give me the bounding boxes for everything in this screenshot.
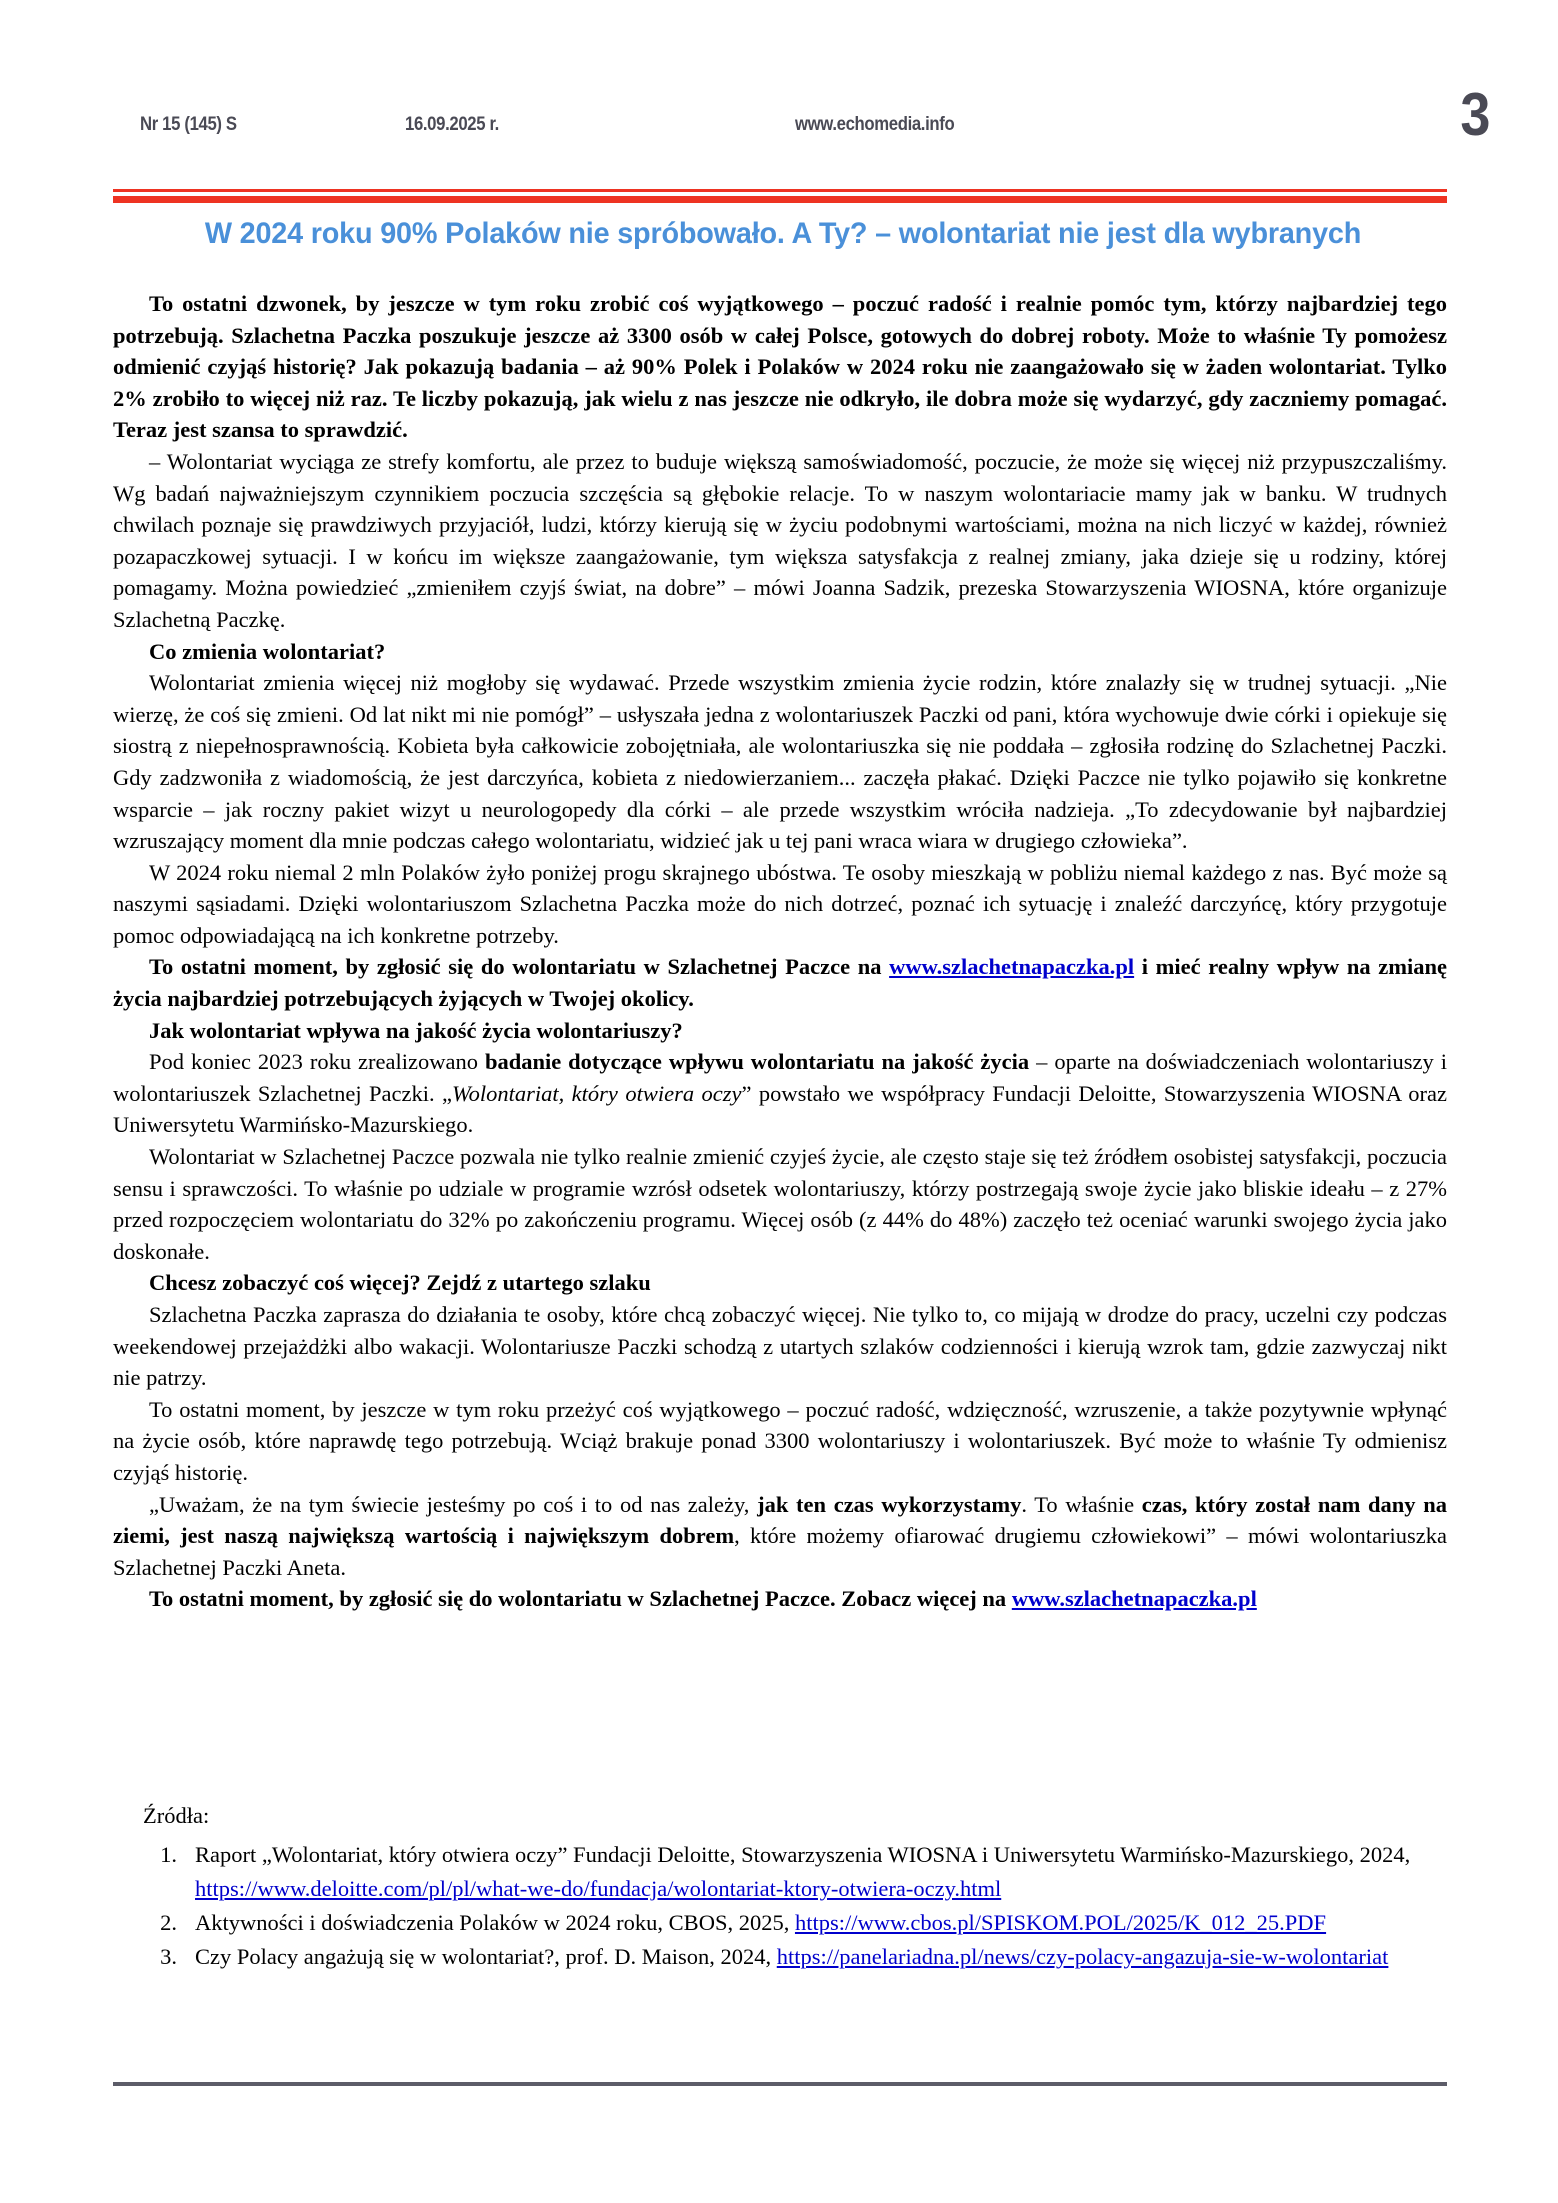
website-url: www.echomedia.info: [795, 114, 955, 135]
source-link[interactable]: https://panelariadna.pl/news/czy-polacy-angazuja-sie-w-wolontariat: [776, 1944, 1389, 1969]
badanie-report-title: Wolontariat, który otwiera oczy: [451, 1080, 742, 1106]
article-body: [113, 288, 1447, 1615]
source-number: 3.: [160, 1944, 177, 1969]
paragraph-co-zmienia: Wolontariat zmienia więcej niż mogłoby się wydawać. Przede wszystkim zmienia życie rodzin, które znalazły się w trudnej sytuacji. „Nie wierzę, że coś się zmieni. Od lat nikt mi nie pomógł” – usłyszała jedna z wolontariuszek Paczki od pani, która wychowuje dwie córki i opiekuje się siostrą z niepełnosprawnością. Kobieta była całkowicie zobojętniała, ale wolontariuszka się nie poddała – zgłosiła rodzinę do Szlachetnej Paczki. Gdy zadzwoniła z wiadomością, że jest darczyńca, kobieta z niedowierzaniem... zaczęła płakać. Dzięki Paczce nie tylko pojawiło się konkretne wsparcie – jak roczny pakiet wizyt u neurologopedy dla córki – ale przede wszystkim wróciła nadzieja. „To zdecydowanie był najbardziej wzruszający moment dla mnie podczas całego wolontariatu, widzieć jak u tej pani wraca wiara w drugiego człowieka”.: [113, 670, 1447, 854]
source-citation: Raport „Wolontariat, który otwiera oczy” Fundacji Deloitte, Stowarzyszenia WIOSNA i Uniwersytetu Warmińsko-Mazurskiego, 2024,: [195, 1842, 1411, 1867]
paragraph-ubostwo: W 2024 roku niemal 2 mln Polaków żyło poniżej progu skrajnego ubóstwa. Te osoby mieszkają w pobliżu niemal każdego z nas. Być może są naszymi sąsiadami. Dzięki wolontariuszom Szlachetna Paczka może do nich dotrzeć, poznać ich sytuację i znaleźć darczyńcę, który przygotuje pomoc odpowiadającą na ich konkretne potrzeby.: [113, 859, 1447, 948]
paragraph-cta-1: [113, 951, 1447, 1014]
paragraph-ostatni-moment: To ostatni moment, by jeszcze w tym roku przeżyć coś wyjątkowego – poczuć radość, wdzięczność, wzruszenie, a także pozytywnie wpłynąć na życie osób, które naprawdę tego potrzebują. Wciąż brakuje ponad 3300 wolontariuszy i wolontariuszek. Być może to właśnie Ty odmienisz czyjąś historię.: [113, 1396, 1447, 1485]
source-text: [195, 1838, 1443, 1906]
publication-date: 16.09.2025 r.: [405, 114, 499, 135]
source-number: 1.: [160, 1842, 177, 1867]
paragraph-szlaki: Szlachetna Paczka zaprasza do działania te osoby, które chcą zobaczyć więcej. Nie tylko to, co mijają w drodze do pracy, uczelni czy podczas weekendowej przejażdżki albo wakacji. Wolontariusze Paczki schodzą z utartych szlaków codzienności i kierują wzrok tam, gdzie zazwyczaj nikt nie patrzy.: [113, 1302, 1447, 1391]
paragraph-cta-2: [113, 1583, 1447, 1615]
cta-1-text-before: To ostatni moment, by zgłosić się do wolontariatu w Szlachetnej Paczce na: [149, 954, 890, 980]
paragraph-quote-aneta: [113, 1489, 1447, 1584]
link-szlachetnapaczka-1[interactable]: www.szlachetnapaczka.pl: [889, 954, 1135, 980]
aneta-text-a: „Uważam, że na tym świecie jesteśmy po coś i to od nas zależy,: [149, 1491, 758, 1517]
paragraph-satysfakcja: Wolontariat w Szlachetnej Paczce pozwala nie tylko realnie zmienić czyjeś życie, ale często staje się też źródłem osobistej satysfakcji, poczucia sensu i sprawczości. To właśnie po udziale w programie wzrósł odsetek wolontariuszy, którzy postrzegają swoje życie jako bliskie ideału – z 27% przed rozpoczęciem wolontariatu do 32% po zakończeniu programu. Więcej osób (z 44% do 48%) zaczęło też oceniać warunki swojego życia jako doskonałe.: [113, 1144, 1447, 1264]
masthead: [140, 112, 1490, 146]
issue-number: Nr 15 (145) S: [140, 114, 237, 135]
subheading-chcesz-zobaczyc: Chcesz zobaczyć coś więcej? Zejdź z utartego szlaku: [149, 1270, 651, 1296]
badanie-bold: badanie dotyczące wpływu wolontariatu na jakość życia: [484, 1049, 1030, 1075]
divider-red-thin: [113, 189, 1447, 192]
aneta-bold-2: czas, który został nam dany na ziemi, jest naszą największą wartością i największym dobrem: [113, 1491, 1447, 1549]
source-item: [143, 1906, 1443, 1940]
page-number: 3: [1459, 81, 1490, 148]
source-text: [195, 1906, 1443, 1940]
source-text: [195, 1940, 1443, 1974]
sources-label: Źródła:: [143, 1803, 210, 1828]
divider-red-thick: [113, 196, 1447, 203]
badanie-text-c: ” powstało we współpracy Fundacji Deloitte, Stowarzyszenia WIOSNA oraz Uniwersytetu Warmińsko-Mazurskiego.: [113, 1080, 1447, 1138]
cta-1-text-after: i mieć realny wpływ na zmianę życia najbardziej potrzebujących żyjących w Twojej okolicy.: [113, 954, 1447, 1012]
source-citation: Czy Polacy angażują się w wolontariat?, prof. D. Maison, 2024,: [195, 1944, 777, 1969]
link-szlachetnapaczka-2[interactable]: www.szlachetnapaczka.pl: [1011, 1586, 1257, 1612]
source-item: [143, 1838, 1443, 1906]
paragraph-lead: To ostatni dzwonek, by jeszcze w tym roku zrobić coś wyjątkowego – poczuć radość i realnie pomóc tym, którzy najbardziej tego potrzebują. Szlachetna Paczka poszukuje jeszcze aż 3300 osób w całej Polsce, gotowych do dobrej roboty. Może to właśnie Ty pomożesz odmienić czyjąś historię? Jak pokazują badania – aż 90% Polek i Polaków w 2024 roku nie zaangażowało się w żaden wolontariat. Tylko 2% zrobiło to więcej niż raz. Te liczby pokazują, jak wielu z nas jeszcze nie odkryło, ile dobra może się wydarzyć, gdy zaczniemy pomagać. Teraz jest szansa to sprawdzić.: [113, 291, 1447, 443]
source-item: [143, 1940, 1443, 1974]
source-number: 2.: [160, 1910, 177, 1935]
source-link[interactable]: https://www.deloitte.com/pl/pl/what-we-do/fundacja/wolontariat-ktory-otwiera-oczy.html: [195, 1876, 1002, 1901]
article-headline: W 2024 roku 90% Polaków nie spróbowało. A Ty? – wolontariat nie jest dla wybranych: [204, 217, 1362, 250]
badanie-text-a: Pod koniec 2023 roku zrealizowano: [149, 1049, 485, 1075]
source-citation: Aktywności i doświadczenia Polaków w 2024 roku, CBOS, 2025,: [195, 1910, 795, 1935]
sources-list: [143, 1838, 1443, 1974]
aneta-text-c: , które możemy ofiarować drugiemu człowiekowi” – mówi wolontariuszka Szlachetnej Paczki Aneta.: [113, 1523, 1447, 1580]
aneta-text-b: . To właśnie: [1021, 1491, 1142, 1517]
divider-bottom: [113, 2082, 1447, 2086]
subheading-jak-wplywa: Jak wolontariat wpływa na jakość życia wolontariuszy?: [149, 1017, 683, 1043]
paragraph-badanie: [113, 1046, 1447, 1141]
source-link[interactable]: https://www.cbos.pl/SPISKOM.POL/2025/K_012_25.PDF: [794, 1910, 1327, 1935]
paragraph-quote-sadzik: – Wolontariat wyciąga ze strefy komfortu, ale przez to buduje większą samoświadomość, poczucie, że może się więcej niż przypuszczaliśmy. Wg badań najważniejszym czynnikiem poczucia szczęścia są głębokie relacje. To w naszym wolontariacie mamy jak w banku. W trudnych chwilach poznaje się prawdziwych przyjaciół, ludzi, którzy kierują się w życiu podobnymi wartościami, można na nich liczyć w każdej, również pozapaczkowej sytuacji. I w końcu im większe zaangażowanie, tym większa satysfakcja z realnej zmiany, jaka dzieje się u rodziny, której pomagamy. Można powiedzieć „zmieniłem czyjś świat, na dobre” – mówi Joanna Sadzik, prezeska Stowarzyszenia WIOSNA, które organizuje Szlachetną Paczkę.: [113, 448, 1447, 632]
aneta-bold-1: jak ten czas wykorzystamy: [757, 1491, 1022, 1517]
subheading-co-zmienia-wolontariat: Co zmienia wolontariat?: [149, 638, 386, 664]
cta-2-text-before: To ostatni moment, by zgłosić się do wolontariatu w Szlachetnej Paczce. Zobacz więcej na: [149, 1586, 1012, 1612]
badanie-text-b: – oparte na doświadczeniach wolontariuszy i wolontariuszek Szlachetnej Paczki. „: [113, 1049, 1447, 1106]
